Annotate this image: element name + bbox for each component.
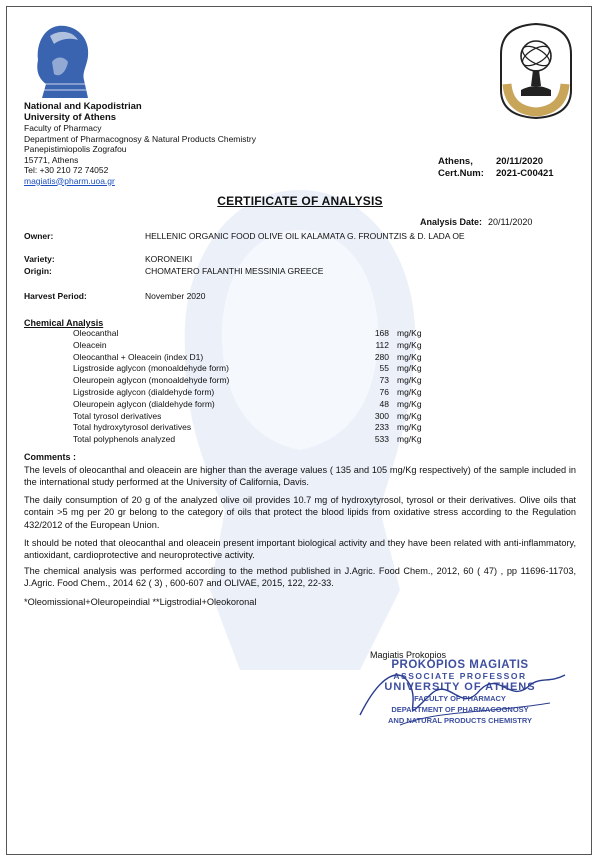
issue-date: 20/11/2020 <box>496 156 544 167</box>
compound-unit: mg/Kg <box>397 328 422 338</box>
stamp-line: AND NATURAL PRODUCTS CHEMISTRY <box>387 716 533 725</box>
email-link[interactable]: magiatis@pharm.uoa.gr <box>24 175 115 186</box>
compound-name: Ligstroside aglycon (monoaldehyde form) <box>73 363 229 374</box>
university-address <box>24 102 256 186</box>
analysis-date-label: Analysis Date: <box>420 217 483 227</box>
variety-value: KORONEIKI <box>145 254 193 264</box>
table-row <box>73 422 433 434</box>
city: 15771, Athens <box>24 154 79 165</box>
compound-unit: mg/Kg <box>397 434 422 445</box>
compound-name: Oleocanthal <box>73 328 119 338</box>
compound-value: 48 <box>379 398 389 409</box>
compound-unit: mg/Kg <box>397 375 422 386</box>
compound-value: 533 <box>374 434 389 445</box>
table-row <box>73 352 433 364</box>
cert-label: Cert.Num: <box>438 168 484 179</box>
date-and-cert <box>438 156 554 180</box>
athena-head-logo <box>28 22 98 102</box>
university-name-line1: National and Kapodistrian <box>24 101 142 112</box>
compound-name: Total tyrosol derivatives <box>73 410 162 421</box>
faculty: Faculty of Pharmacy <box>24 123 102 133</box>
campus: Panepistimiopolis Zografou <box>24 144 127 154</box>
compound-unit: mg/Kg <box>397 363 422 374</box>
compound-name: Total polyphenols analyzed <box>73 434 176 445</box>
stamp-line: FACULTY OF PHARMACY <box>414 694 506 703</box>
comment-paragraph-3: It should be noted that oleocanthal and oleacein present important biological activity and they have been related with anti-inflammatory, antioxidant, cardioprotective and neuroprotective activity. <box>24 538 576 561</box>
compound-name: Oleuropein aglycon (monoaldehyde form) <box>73 375 230 386</box>
table-row <box>73 387 433 399</box>
compound-name: Ligstroside aglycon (dialdehyde form) <box>73 386 215 397</box>
analysis-date <box>420 217 532 227</box>
compound-value: 73 <box>379 375 389 386</box>
compound-unit: mg/Kg <box>397 339 422 350</box>
compound-unit: mg/Kg <box>397 410 422 421</box>
comment-paragraph-2: The daily consumption of 20 g of the analyzed olive oil provides 10.7 mg of hydroxytyrosol, tyrosol or their derivatives. Olive oils that contain >5 mg per 20 gr belong to the category of oils that protect the blood lipids from oxidative stress according to the Regulation 432/2012 of the European Union. <box>24 495 576 530</box>
table-row <box>73 399 433 411</box>
owner-value: HELLENIC ORGANIC FOOD OLIVE OIL KALAMATA G. FROUNTZIS & D. LADA OE <box>145 231 465 241</box>
telephone: Tel: +30 210 72 74052 <box>24 165 109 175</box>
compound-unit: mg/Kg <box>397 351 422 362</box>
university-name-line2: University of Athens <box>24 111 117 123</box>
signatory-name: Magiatis Prokopios <box>370 650 447 660</box>
variety-label: Variety: <box>24 254 55 264</box>
compound-value: 76 <box>379 386 389 397</box>
harvest-value: November 2020 <box>145 291 206 301</box>
chemical-analysis-table <box>73 328 433 446</box>
compound-name: Oleuropein aglycon (dialdehyde form) <box>73 398 215 409</box>
cert-number: 2021-C00421 <box>496 168 554 179</box>
table-row <box>73 363 433 375</box>
table-row <box>73 375 433 387</box>
compound-name: Oleocanthal + Oleacein (index D1) <box>73 351 204 362</box>
world-olive-center-logo <box>495 20 577 120</box>
table-row <box>73 340 433 352</box>
comment-footnote: *Oleomissional+Oleuropeindial **Ligstrodial+Oleokoronal <box>24 597 257 607</box>
stamp-line: PROKOPIOS MAGIATIS <box>391 659 529 671</box>
compound-value: 300 <box>374 410 389 421</box>
place-label: Athens, <box>438 156 473 167</box>
compound-value: 233 <box>374 422 389 433</box>
stamp-line: ASSOCIATE PROFESSOR <box>393 671 527 681</box>
compound-unit: mg/Kg <box>397 386 422 397</box>
origin-label: Origin: <box>24 266 52 276</box>
compound-unit: mg/Kg <box>397 422 422 433</box>
compound-name: Oleacein <box>73 339 107 350</box>
chemical-analysis-title: Chemical Analysis <box>24 318 104 328</box>
comments-heading: Comments : <box>24 452 77 462</box>
origin-value: CHOMATERO FALANTHI MESSINIA GREECE <box>145 266 324 276</box>
table-row <box>73 434 433 446</box>
table-row <box>73 328 433 340</box>
stamp-line: UNIVERSITY OF ATHENS <box>384 681 536 693</box>
handwritten-signature <box>340 655 580 735</box>
compound-value: 168 <box>374 328 389 338</box>
owner-label: Owner: <box>24 231 54 241</box>
compound-value: 112 <box>375 339 389 350</box>
comment-paragraph-1: The levels of oleocanthal and oleacein are higher than the average values ( 135 and 105 mg/Kg respectively) of the sample included in the international study performed at the University of California, Davis. <box>24 465 576 488</box>
certificate-title: CERTIFICATE OF ANALYSIS <box>217 194 383 208</box>
compound-name: Total hydroxytyrosol derivatives <box>73 422 192 433</box>
table-row <box>73 411 433 423</box>
comment-paragraph-4: The chemical analysis was performed according to the method published in J.Agric. Food Chem., 2012, 60 ( 47) , pp 11696-11703, J.Agric. Food Chem., 2014 62 ( 3) , 600-607 and OLIVAE, 2015, 122, 22-33. <box>24 566 576 589</box>
department: Department of Pharmacognosy & Natural Products Chemistry <box>24 133 256 144</box>
compound-value: 280 <box>374 351 389 362</box>
analysis-date-value: 20/11/2020 <box>488 217 533 227</box>
compound-value: 55 <box>379 363 389 374</box>
stamp-line: DEPARTMENT OF PHARMACOGNOSY <box>391 705 529 714</box>
harvest-label: Harvest Period: <box>24 291 87 301</box>
compound-unit: mg/Kg <box>397 398 422 409</box>
